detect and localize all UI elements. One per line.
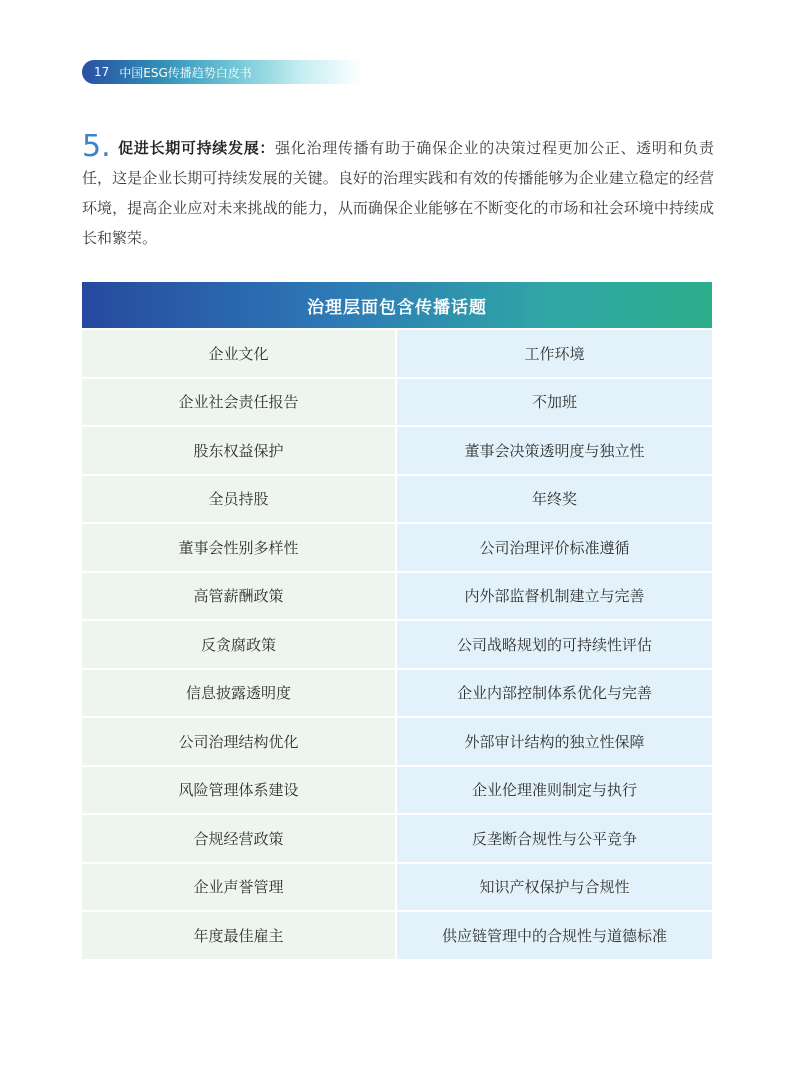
table-cell-right: 企业内部控制体系优化与完善 [397, 670, 712, 717]
table-body [82, 328, 712, 959]
table-cell-left: 企业社会责任报告 [82, 379, 395, 426]
table-cell-right: 公司治理评价标准遵循 [397, 524, 712, 571]
table-cell-right: 年终奖 [397, 476, 712, 523]
table-cell-left: 合规经营政策 [82, 815, 395, 862]
table-cell-right: 公司战略规划的可持续性评估 [397, 621, 712, 668]
table-row [82, 765, 712, 814]
table-row [82, 716, 712, 765]
page-header [82, 60, 362, 84]
table-row [82, 377, 712, 426]
table-cell-right: 董事会决策透明度与独立性 [397, 427, 712, 474]
table-cell-left: 全员持股 [82, 476, 395, 523]
table-row [82, 522, 712, 571]
section-number-digit: 5 [82, 129, 102, 164]
table-row [82, 910, 712, 959]
table-cell-right: 供应链管理中的合规性与道德标准 [397, 912, 712, 959]
table-title: 治理层面包含传播话题 [82, 282, 712, 328]
table-cell-left: 股东权益保护 [82, 427, 395, 474]
table-cell-right: 不加班 [397, 379, 712, 426]
section-number [82, 129, 111, 164]
table-row [82, 328, 712, 377]
table-cell-left: 反贪腐政策 [82, 621, 395, 668]
table-cell-left: 风险管理体系建设 [82, 767, 395, 814]
table-row [82, 571, 712, 620]
table-row [82, 474, 712, 523]
table-cell-left: 董事会性别多样性 [82, 524, 395, 571]
table-cell-left: 信息披露透明度 [82, 670, 395, 717]
table-cell-left: 企业声誉管理 [82, 864, 395, 911]
table-cell-right: 反垄断合规性与公平竞争 [397, 815, 712, 862]
table-row [82, 425, 712, 474]
table-cell-left: 年度最佳雇主 [82, 912, 395, 959]
table-cell-right: 内外部监督机制建立与完善 [397, 573, 712, 620]
table-row [82, 668, 712, 717]
section-5-paragraph [82, 129, 714, 253]
section-heading: 促进长期可持续发展： [118, 139, 276, 157]
table-cell-left: 企业文化 [82, 330, 395, 377]
section-body: 强化治理传播有助于确保企业的决策过程更加公正、透明和负责任，这是企业长期可持续发展的关键。良好的治理实践和有效的传播能够为企业建立稳定的经营环境，提高企业应对未来挑战的能力，从而确保企业能够在不断变化的市场和社会环境中持续成长和繁荣。 [82, 139, 714, 247]
table-row [82, 862, 712, 911]
section-number-dot: . [101, 129, 111, 164]
table-cell-left: 高管薪酬政策 [82, 573, 395, 620]
table-cell-right: 企业伦理准则制定与执行 [397, 767, 712, 814]
table-row [82, 813, 712, 862]
governance-topics-table [82, 282, 712, 959]
table-cell-right: 外部审计结构的独立性保障 [397, 718, 712, 765]
table-cell-right: 知识产权保护与合规性 [397, 864, 712, 911]
document-title: 中国ESG传播趋势白皮书 [119, 65, 252, 80]
table-cell-left: 公司治理结构优化 [82, 718, 395, 765]
page-number: 17 [94, 65, 110, 79]
table-row [82, 619, 712, 668]
table-cell-right: 工作环境 [397, 330, 712, 377]
